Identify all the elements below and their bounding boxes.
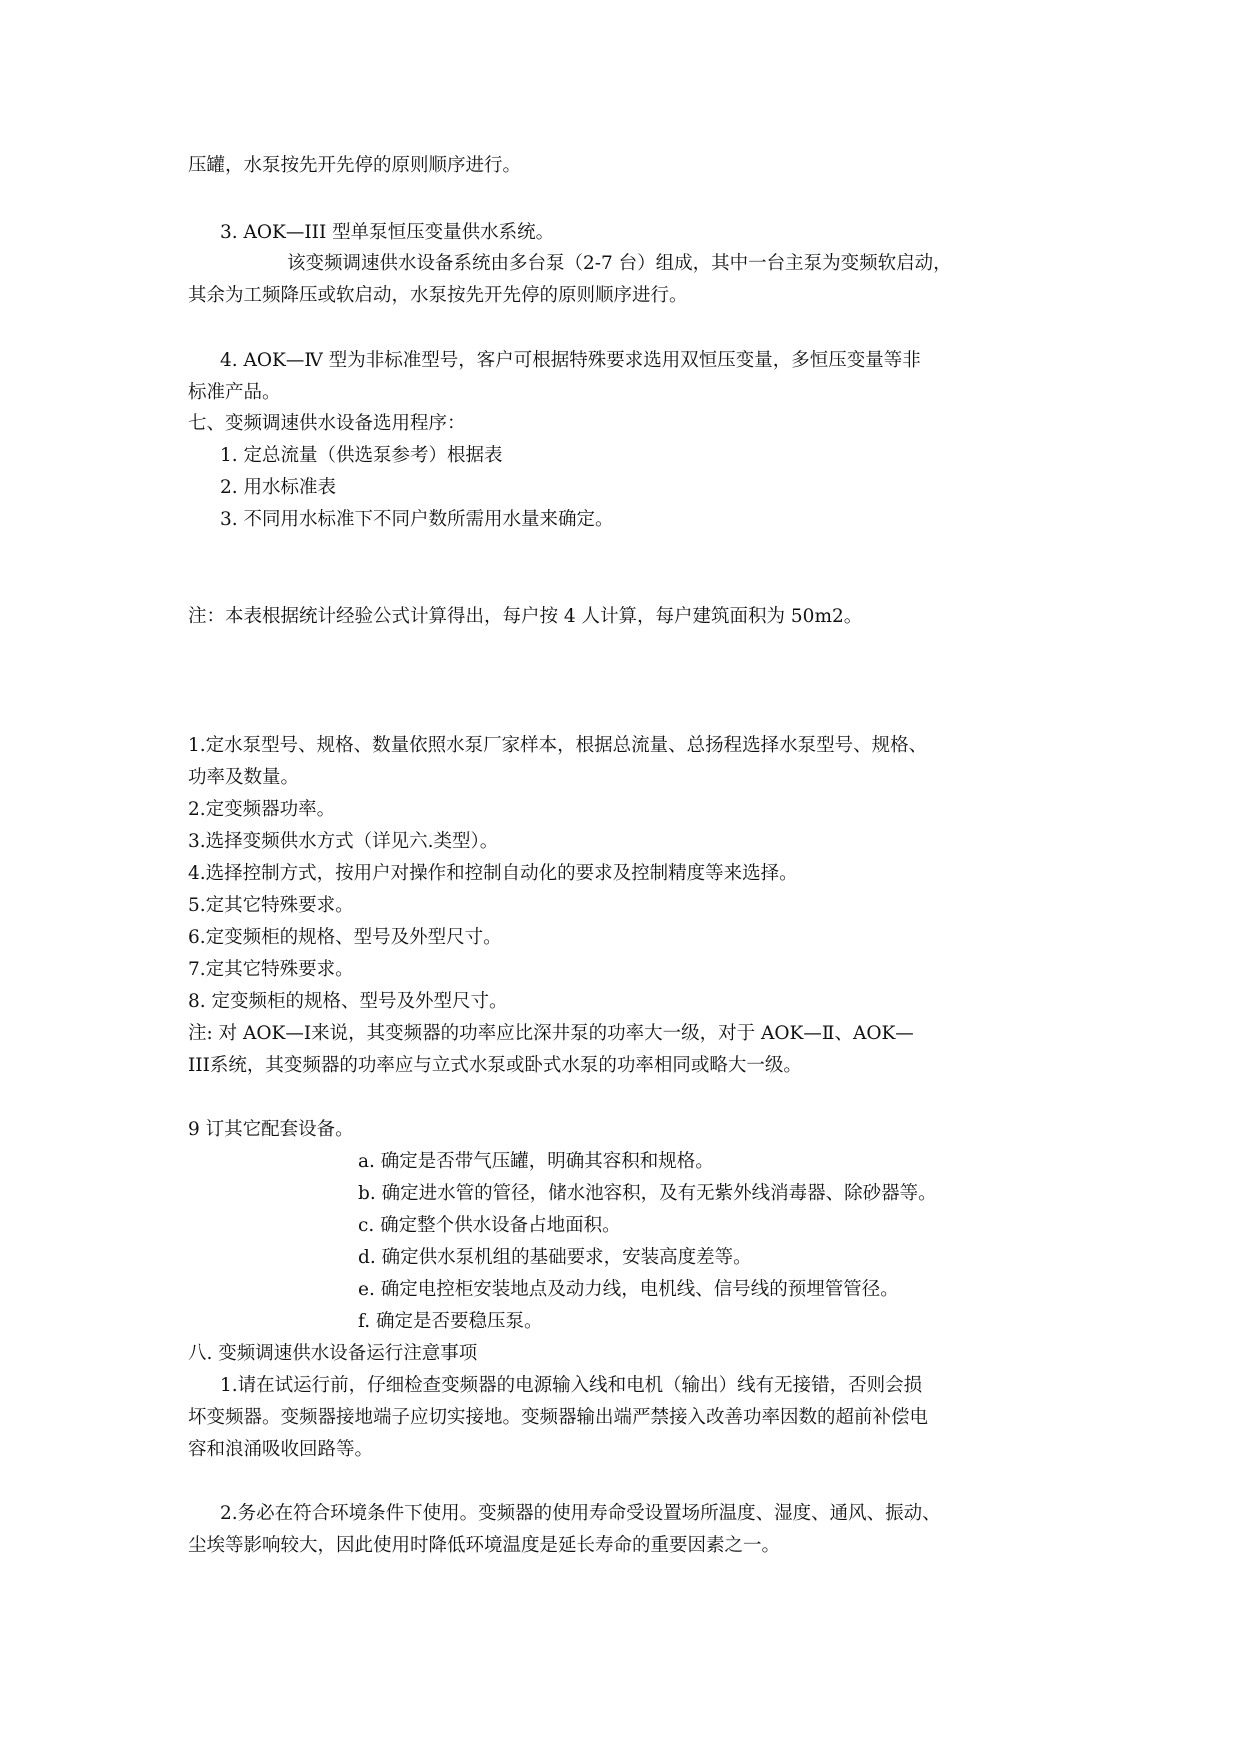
sub-list-item: d. 确定供水泵机组的基础要求，安装高度差等。: [358, 1247, 752, 1268]
sub-list-item: a. 确定是否带气压罐，明确其容积和规格。: [358, 1151, 714, 1172]
paragraph-line: 2.务必在符合环境条件下使用。变频器的使用寿命受设置场所温度、湿度、通风、振动、: [220, 1503, 941, 1524]
paragraph-line: 坏变频器。变频器接地端子应切实接地。变频器输出端严禁接入改善功率因数的超前补偿电: [188, 1407, 929, 1428]
paragraph-line: 压罐，水泵按先开先停的原则顺序进行。: [188, 155, 522, 176]
section-heading: 七、变频调速供水设备选用程序：: [188, 413, 466, 434]
list-item: 7.定其它特殊要求。: [188, 959, 354, 980]
note-line: 注: 对 AOK—Ⅰ来说，其变频器的功率应比深井泵的功率大一级，对于 AOK—Ⅱ、AOK—: [188, 1023, 914, 1044]
section-heading: 八. 变频调速供水设备运行注意事项: [188, 1343, 478, 1364]
sub-list-item: f. 确定是否要稳压泵。: [358, 1311, 543, 1332]
list-item: 5.定其它特殊要求。: [188, 895, 354, 916]
paragraph-line: III系统，其变频器的功率应与立式水泵或卧式水泵的功率相同或略大一级。: [188, 1055, 802, 1076]
list-item: 1. 定总流量（供选泵参考）根据表: [220, 445, 503, 466]
paragraph-line: 容和浪涌吸收回路等。: [188, 1439, 374, 1460]
list-item: 3. 不同用水标准下不同户数所需用水量来确定。: [220, 509, 614, 530]
paragraph-line: 功率及数量。: [188, 767, 300, 788]
list-item: 8. 定变频柜的规格、型号及外型尺寸。: [188, 991, 508, 1012]
sub-list-item: e. 确定电控柜安装地点及动力线，电机线、信号线的预埋管管径。: [358, 1279, 899, 1300]
list-item: 4.选择控制方式，按用户对操作和控制自动化的要求及控制精度等来选择。: [188, 863, 798, 884]
paragraph-line: 1.请在试运行前，仔细检查变频器的电源输入线和电机（输出）线有无接错，否则会损: [220, 1375, 923, 1396]
paragraph-line: 标准产品。: [188, 382, 281, 403]
list-item: 2.定变频器功率。: [188, 799, 336, 820]
paragraph-line: 尘埃等影响较大，因此使用时降低环境温度是延长寿命的重要因素之一。: [188, 1535, 781, 1556]
section-heading: 3. AOK—III 型单泵恒压变量供水系统。: [220, 222, 555, 243]
paragraph-line: 其余为工频降压或软启动，水泵按先开先停的原则顺序进行。: [188, 285, 688, 306]
list-item: 6.定变频柜的规格、型号及外型尺寸。: [188, 927, 502, 948]
sub-list-item: c. 确定整个供水设备占地面积。: [358, 1215, 621, 1236]
section-heading: 4. AOK—Ⅳ 型为非标准型号，客户可根据特殊要求选用双恒压变量，多恒压变量等非: [220, 350, 921, 371]
paragraph-line: 该变频调速供水设备系统由多台泵（2-7 台）组成，其中一台主泵为变频软启动，: [287, 253, 952, 274]
list-item: 1.定水泵型号、规格、数量依照水泵厂家样本，根据总流量、总扬程选择水泵型号、规格、: [188, 735, 928, 756]
note-line: 注：本表根据统计经验公式计算得出，每户按 4 人计算，每户建筑面积为 50m2。: [188, 606, 863, 627]
sub-list-item: b. 确定进水管的管径，储水池容积，及有无紫外线消毒器、除砂器等。: [358, 1183, 937, 1204]
list-item: 2. 用水标准表: [220, 477, 337, 498]
list-item: 9 订其它配套设备。: [188, 1119, 354, 1140]
list-item: 3.选择变频供水方式（详见六.类型）。: [188, 831, 499, 852]
